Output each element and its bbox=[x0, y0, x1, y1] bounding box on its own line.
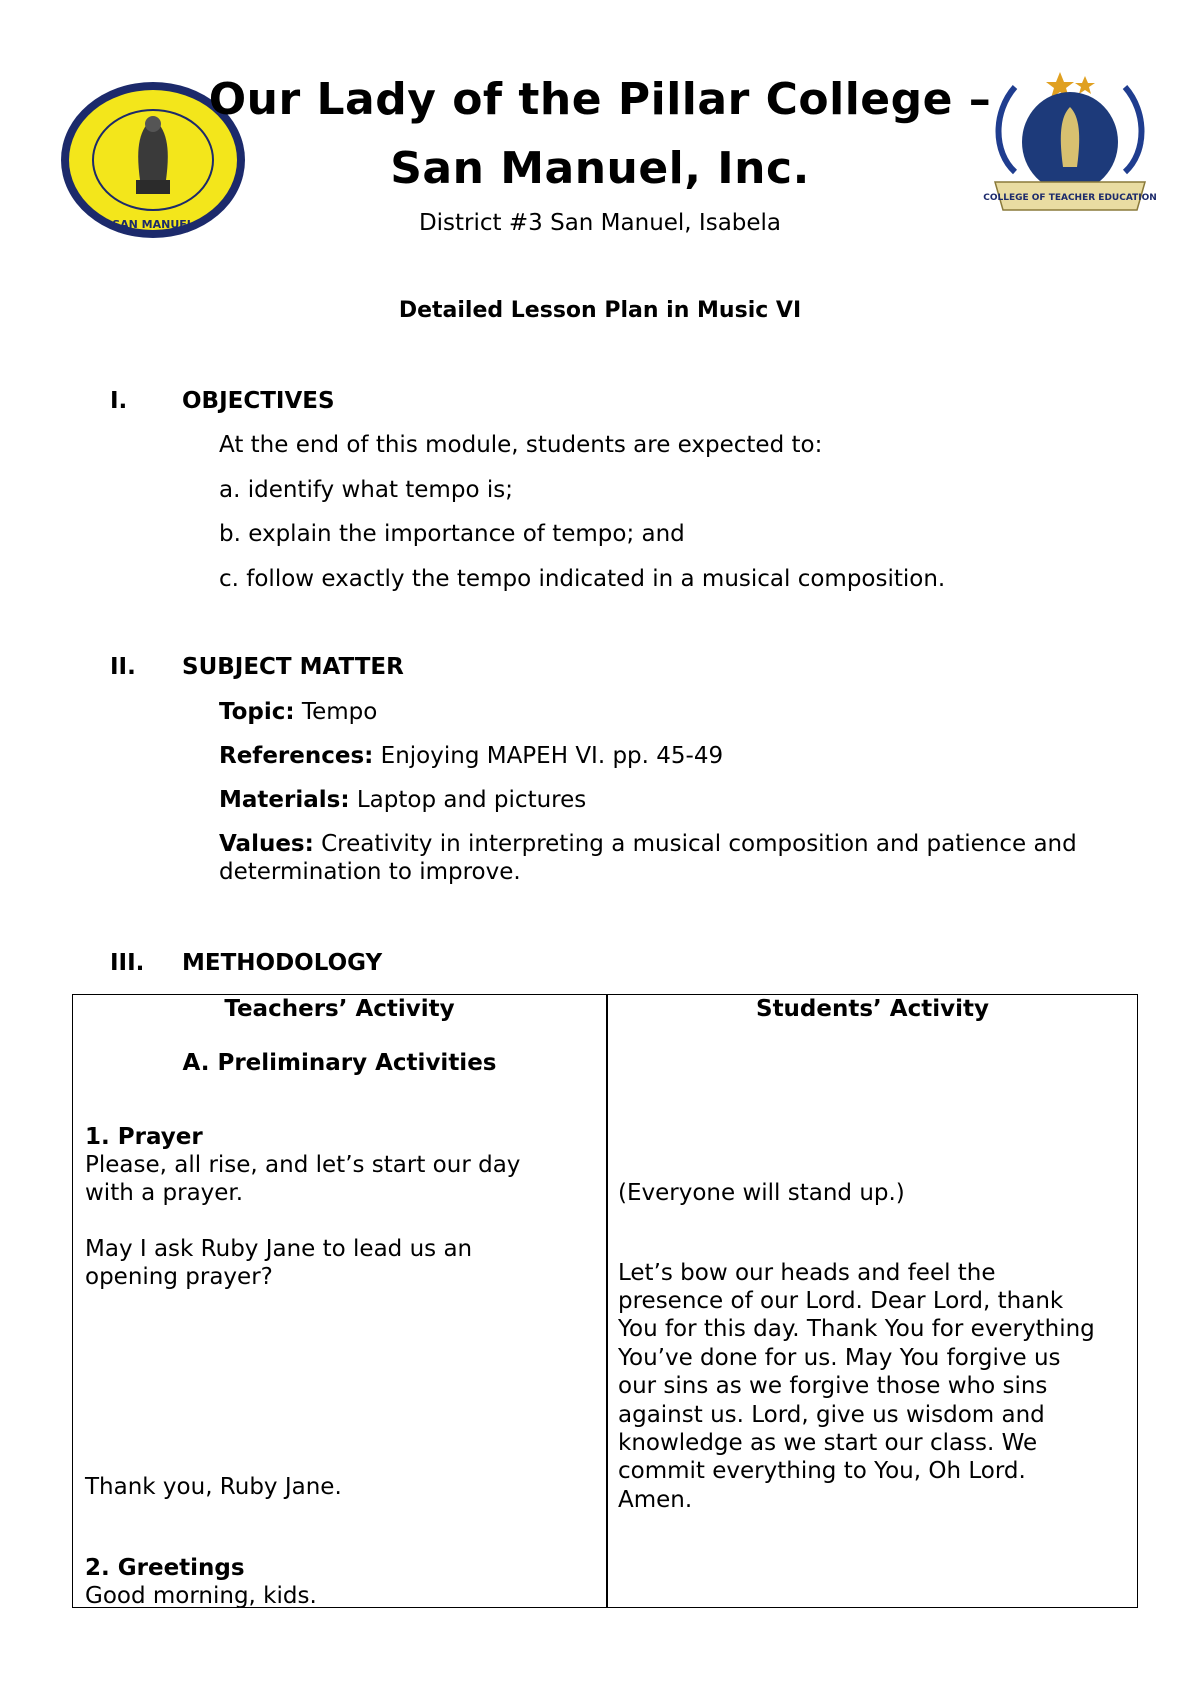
materials-value: Laptop and pictures bbox=[349, 787, 587, 813]
references-label: References: bbox=[219, 743, 374, 769]
materials-label: Materials: bbox=[219, 787, 350, 813]
student-prayer-line-5: our sins as we forgive those who sins bbox=[618, 1373, 1048, 1399]
student-prayer-line-1: Let’s bow our heads and feel the bbox=[618, 1260, 996, 1286]
prayer-thanks: Thank you, Ruby Jane. bbox=[85, 1474, 342, 1500]
school-name-line1: Our Lady of the Pillar College – bbox=[208, 74, 992, 125]
topic-label: Topic: bbox=[219, 699, 295, 725]
references-line bbox=[219, 742, 723, 770]
preliminary-activities-heading: A. Preliminary Activities bbox=[182, 1050, 497, 1076]
objectives-intro: At the end of this module, students are expected to: bbox=[219, 432, 823, 458]
values-line bbox=[219, 830, 1159, 886]
materials-line bbox=[219, 786, 586, 814]
section-title-objectives: OBJECTIVES bbox=[182, 388, 335, 414]
school-name-line2: San Manuel, Inc. bbox=[390, 143, 810, 194]
lesson-plan-title: Detailed Lesson Plan in Music VI bbox=[398, 298, 802, 323]
references-value: Enjoying MAPEH VI. pp. 45-49 bbox=[373, 743, 724, 769]
section-title-subject-matter: SUBJECT MATTER bbox=[182, 654, 404, 680]
values-label: Values: bbox=[219, 831, 314, 857]
seal-band-text: SAN MANUEL bbox=[112, 218, 194, 231]
prayer-request-line-2: opening prayer? bbox=[85, 1264, 273, 1290]
methodology-table bbox=[72, 994, 1138, 1608]
greetings-title: 2. Greetings bbox=[85, 1555, 245, 1581]
student-prayer-line-2: presence of our Lord. Dear Lord, thank bbox=[618, 1288, 1064, 1314]
prayer-request-line-1: May I ask Ruby Jane to lead us an bbox=[85, 1236, 473, 1262]
prayer-teacher-line-1: Please, all rise, and let’s start our day bbox=[85, 1152, 521, 1178]
objective-item-c: c. follow exactly the tempo indicated in a musical composition. bbox=[219, 566, 946, 592]
student-prayer-line-8: commit everything to You, Oh Lord. bbox=[618, 1458, 1026, 1484]
district-address: District #3 San Manuel, Isabela bbox=[418, 210, 782, 236]
section-number-subject-matter: II. bbox=[110, 654, 136, 680]
values-value: Creativity in interpreting a musical composition and patience and determination to improve. bbox=[219, 831, 1077, 885]
table-column-divider bbox=[606, 995, 608, 1607]
prayer-teacher-line-2: with a prayer. bbox=[85, 1180, 244, 1206]
topic-value: Tempo bbox=[294, 699, 378, 725]
student-activity-header: Students’ Activity bbox=[756, 996, 989, 1022]
section-title-methodology: METHODOLOGY bbox=[182, 950, 383, 976]
student-prayer-line-3: You for this day. Thank You for everything bbox=[618, 1316, 1095, 1342]
student-prayer-line-9: Amen. bbox=[618, 1487, 693, 1513]
objective-item-b: b. explain the importance of tempo; and bbox=[219, 521, 685, 547]
objective-item-a: a. identify what tempo is; bbox=[219, 477, 513, 503]
section-number-objectives: I. bbox=[110, 388, 128, 414]
section-number-methodology: III. bbox=[110, 950, 145, 976]
student-prayer-line-4: You’ve done for us. May You forgive us bbox=[618, 1345, 1061, 1371]
greetings-teacher-line: Good morning, kids. bbox=[85, 1583, 317, 1609]
prayer-title: 1. Prayer bbox=[85, 1124, 203, 1150]
student-prayer-line-7: knowledge as we start our class. We bbox=[618, 1430, 1038, 1456]
student-stand-up: (Everyone will stand up.) bbox=[618, 1180, 905, 1206]
teacher-activity-header: Teachers’ Activity bbox=[224, 996, 455, 1022]
topic-line bbox=[219, 698, 377, 726]
student-prayer-line-6: against us. Lord, give us wisdom and bbox=[618, 1402, 1045, 1428]
logo-ribbon-text: COLLEGE OF TEACHER EDUCATION bbox=[983, 193, 1157, 203]
